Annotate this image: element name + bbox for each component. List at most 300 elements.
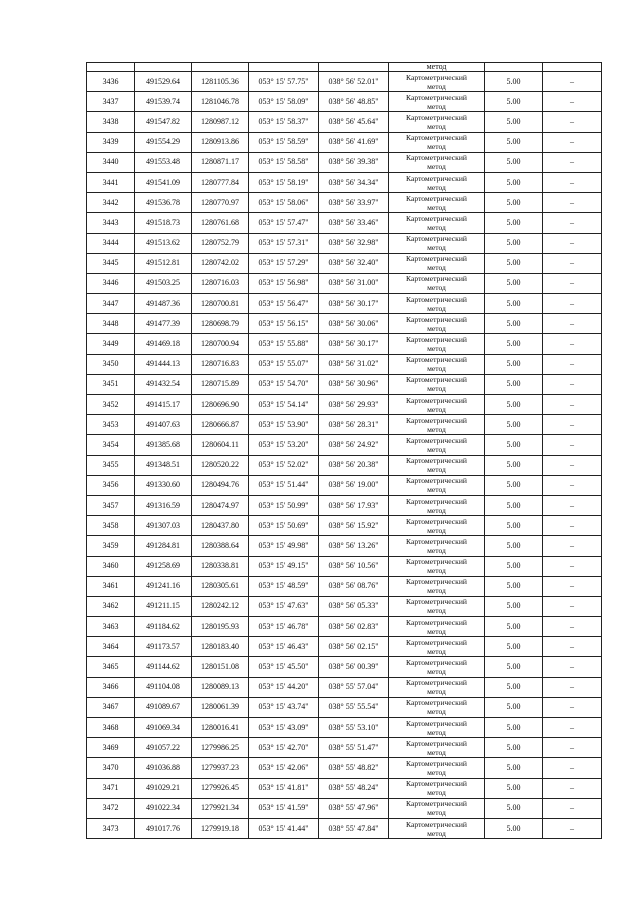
- description-cell: –: [543, 798, 602, 818]
- table-row: [87, 374, 602, 394]
- table-row: [87, 112, 602, 132]
- longitude-cell: 038° 56' 17.93": [319, 495, 389, 515]
- x-coordinate-cell: 491541.09: [135, 172, 192, 192]
- x-coordinate-cell: 491529.64: [135, 72, 192, 92]
- table-row: [87, 415, 602, 435]
- table-body: [87, 63, 602, 839]
- method-label-line1: Картометрический: [406, 133, 467, 143]
- y-coordinate-cell: 1280761.68: [192, 213, 249, 233]
- accuracy-cell: 5.00: [485, 718, 543, 738]
- longitude-cell: 038° 56' 32.40": [319, 253, 389, 273]
- method-label-line1: Картометрический: [406, 799, 467, 809]
- x-coordinate-cell: 491503.25: [135, 273, 192, 293]
- longitude-cell: 038° 56' 32.98": [319, 233, 389, 253]
- method-label-line2: метод: [427, 424, 446, 434]
- description-cell: –: [543, 576, 602, 596]
- point-number-cell: 3469: [87, 738, 135, 758]
- y-coordinate-cell: 1280016.41: [192, 718, 249, 738]
- longitude-cell: 038° 55' 48.24": [319, 778, 389, 798]
- method-cell: [389, 435, 485, 455]
- description-cell: –: [543, 596, 602, 616]
- latitude-cell: 053° 15' 56.98": [249, 273, 319, 293]
- y-coordinate-cell: 1280987.12: [192, 112, 249, 132]
- accuracy-cell: 5.00: [485, 617, 543, 637]
- longitude-cell: 038° 55' 47.96": [319, 798, 389, 818]
- accuracy-cell: 5.00: [485, 132, 543, 152]
- description-cell: –: [543, 92, 602, 112]
- point-number-cell: 3443: [87, 213, 135, 233]
- point-number-cell: 3455: [87, 455, 135, 475]
- x-coordinate-cell: 491017.76: [135, 818, 192, 838]
- method-label-line1: Картометрический: [406, 335, 467, 345]
- continuation-cell-y: [192, 63, 249, 72]
- longitude-cell: 038° 56' 30.96": [319, 374, 389, 394]
- table-row: [87, 172, 602, 192]
- point-number-cell: 3456: [87, 475, 135, 495]
- y-coordinate-cell: 1280338.81: [192, 556, 249, 576]
- method-label-line2: метод: [427, 586, 446, 596]
- y-coordinate-cell: 1280061.39: [192, 697, 249, 717]
- accuracy-cell: 5.00: [485, 193, 543, 213]
- point-number-cell: 3458: [87, 516, 135, 536]
- latitude-cell: 053° 15' 52.02": [249, 455, 319, 475]
- accuracy-cell: 5.00: [485, 657, 543, 677]
- table-continuation-row: [87, 63, 602, 72]
- table-row: [87, 294, 602, 314]
- point-number-cell: 3441: [87, 172, 135, 192]
- y-coordinate-cell: 1280494.76: [192, 475, 249, 495]
- latitude-cell: 053° 15' 58.19": [249, 172, 319, 192]
- continuation-cell-number: [87, 63, 135, 72]
- method-cell: [389, 253, 485, 273]
- x-coordinate-cell: 491536.78: [135, 193, 192, 213]
- x-coordinate-cell: 491554.29: [135, 132, 192, 152]
- method-label-line2: метод: [427, 323, 446, 333]
- longitude-cell: 038° 56' 33.46": [319, 213, 389, 233]
- table-row: [87, 92, 602, 112]
- method-label-line1: Картометрический: [406, 213, 467, 223]
- method-label-line2: метод: [427, 707, 446, 717]
- method-cell: [389, 92, 485, 112]
- y-coordinate-cell: 1279926.45: [192, 778, 249, 798]
- description-cell: –: [543, 778, 602, 798]
- point-number-cell: 3464: [87, 637, 135, 657]
- table-row: [87, 758, 602, 778]
- longitude-cell: 038° 56' 10.56": [319, 556, 389, 576]
- x-coordinate-cell: 491307.03: [135, 516, 192, 536]
- accuracy-cell: 5.00: [485, 253, 543, 273]
- accuracy-cell: 5.00: [485, 576, 543, 596]
- table-row: [87, 657, 602, 677]
- accuracy-cell: 5.00: [485, 516, 543, 536]
- y-coordinate-cell: 1280604.11: [192, 435, 249, 455]
- longitude-cell: 038° 56' 48.85": [319, 92, 389, 112]
- point-number-cell: 3437: [87, 92, 135, 112]
- point-number-cell: 3440: [87, 152, 135, 172]
- accuracy-cell: 5.00: [485, 818, 543, 838]
- table-row: [87, 778, 602, 798]
- accuracy-cell: 5.00: [485, 738, 543, 758]
- x-coordinate-cell: 491089.67: [135, 697, 192, 717]
- accuracy-cell: 5.00: [485, 152, 543, 172]
- method-label-line2: метод: [427, 243, 446, 253]
- continuation-cell-method: метод: [389, 63, 485, 72]
- x-coordinate-cell: 491477.39: [135, 314, 192, 334]
- description-cell: –: [543, 495, 602, 515]
- method-label-line2: метод: [427, 364, 446, 374]
- method-label-line2: метод: [427, 162, 446, 172]
- method-cell: [389, 314, 485, 334]
- accuracy-cell: 5.00: [485, 677, 543, 697]
- method-label-line1: Картометрический: [406, 153, 467, 163]
- point-number-cell: 3470: [87, 758, 135, 778]
- longitude-cell: 038° 56' 08.76": [319, 576, 389, 596]
- description-cell: –: [543, 435, 602, 455]
- method-label-line2: метод: [427, 404, 446, 414]
- point-number-cell: 3445: [87, 253, 135, 273]
- x-coordinate-cell: 491415.17: [135, 395, 192, 415]
- table-row: [87, 354, 602, 374]
- description-cell: –: [543, 697, 602, 717]
- latitude-cell: 053° 15' 58.09": [249, 92, 319, 112]
- y-coordinate-cell: 1280520.22: [192, 455, 249, 475]
- accuracy-cell: 5.00: [485, 354, 543, 374]
- point-number-cell: 3439: [87, 132, 135, 152]
- accuracy-cell: 5.00: [485, 556, 543, 576]
- method-cell: [389, 556, 485, 576]
- y-coordinate-cell: 1280474.97: [192, 495, 249, 515]
- method-label-line2: метод: [427, 667, 446, 677]
- y-coordinate-cell: 1280700.94: [192, 334, 249, 354]
- method-cell: [389, 213, 485, 233]
- accuracy-cell: 5.00: [485, 495, 543, 515]
- y-coordinate-cell: 1280871.17: [192, 152, 249, 172]
- point-number-cell: 3467: [87, 697, 135, 717]
- description-cell: –: [543, 516, 602, 536]
- x-coordinate-cell: 491539.74: [135, 92, 192, 112]
- method-label-line2: метод: [427, 606, 446, 616]
- latitude-cell: 053° 15' 56.15": [249, 314, 319, 334]
- continuation-cell-description: [543, 63, 602, 72]
- accuracy-cell: 5.00: [485, 334, 543, 354]
- y-coordinate-cell: 1280716.03: [192, 273, 249, 293]
- method-cell: [389, 576, 485, 596]
- latitude-cell: 053° 15' 47.63": [249, 596, 319, 616]
- table-row: [87, 738, 602, 758]
- method-cell: [389, 475, 485, 495]
- latitude-cell: 053° 15' 43.74": [249, 697, 319, 717]
- latitude-cell: 053° 15' 53.20": [249, 435, 319, 455]
- latitude-cell: 053° 15' 58.58": [249, 152, 319, 172]
- point-number-cell: 3465: [87, 657, 135, 677]
- accuracy-cell: 5.00: [485, 294, 543, 314]
- latitude-cell: 053° 15' 57.29": [249, 253, 319, 273]
- point-number-cell: 3463: [87, 617, 135, 637]
- y-coordinate-cell: 1280715.89: [192, 374, 249, 394]
- method-label-line1: Картометрический: [406, 456, 467, 466]
- description-cell: –: [543, 657, 602, 677]
- point-number-cell: 3468: [87, 718, 135, 738]
- x-coordinate-cell: 491211.15: [135, 596, 192, 616]
- x-coordinate-cell: 491241.16: [135, 576, 192, 596]
- method-label-line2: метод: [427, 344, 446, 354]
- method-cell: [389, 718, 485, 738]
- y-coordinate-cell: 1280437.80: [192, 516, 249, 536]
- method-cell: [389, 738, 485, 758]
- method-label-line2: метод: [427, 727, 446, 737]
- x-coordinate-cell: 491029.21: [135, 778, 192, 798]
- longitude-cell: 038° 56' 31.00": [319, 273, 389, 293]
- method-label-line2: метод: [427, 485, 446, 495]
- y-coordinate-cell: 1280716.83: [192, 354, 249, 374]
- description-cell: –: [543, 718, 602, 738]
- point-number-cell: 3436: [87, 72, 135, 92]
- continuation-cell-lon: [319, 63, 389, 72]
- accuracy-cell: 5.00: [485, 72, 543, 92]
- accuracy-cell: 5.00: [485, 172, 543, 192]
- accuracy-cell: 5.00: [485, 778, 543, 798]
- method-cell: [389, 596, 485, 616]
- method-cell: [389, 72, 485, 92]
- point-number-cell: 3438: [87, 112, 135, 132]
- method-label-line1: Картометрический: [406, 758, 467, 768]
- accuracy-cell: 5.00: [485, 475, 543, 495]
- latitude-cell: 053° 15' 58.37": [249, 112, 319, 132]
- x-coordinate-cell: 491144.62: [135, 657, 192, 677]
- continuation-cell-accuracy: [485, 63, 543, 72]
- longitude-cell: 038° 56' 15.92": [319, 516, 389, 536]
- method-label-line1: Картометрический: [406, 597, 467, 607]
- method-label-line2: метод: [427, 202, 446, 212]
- method-cell: [389, 294, 485, 314]
- latitude-cell: 053° 15' 57.47": [249, 213, 319, 233]
- latitude-cell: 053° 15' 42.70": [249, 738, 319, 758]
- description-cell: –: [543, 374, 602, 394]
- method-cell: [389, 677, 485, 697]
- longitude-cell: 038° 56' 02.15": [319, 637, 389, 657]
- method-label-line1: Картометрический: [406, 234, 467, 244]
- method-label-line1: Картометрический: [406, 254, 467, 264]
- method-cell: [389, 334, 485, 354]
- table-row: [87, 637, 602, 657]
- latitude-cell: 053° 15' 57.75": [249, 72, 319, 92]
- accuracy-cell: 5.00: [485, 273, 543, 293]
- y-coordinate-cell: 1280242.12: [192, 596, 249, 616]
- method-cell: [389, 798, 485, 818]
- method-cell: [389, 617, 485, 637]
- method-label-line1: Картометрический: [406, 637, 467, 647]
- accuracy-cell: 5.00: [485, 233, 543, 253]
- method-label-line2: метод: [427, 505, 446, 515]
- x-coordinate-cell: 491348.51: [135, 455, 192, 475]
- longitude-cell: 038° 56' 05.33": [319, 596, 389, 616]
- method-label-line1: Картометрический: [406, 698, 467, 708]
- method-label-line1: Картометрический: [406, 557, 467, 567]
- table-row: [87, 193, 602, 213]
- description-cell: –: [543, 677, 602, 697]
- x-coordinate-cell: 491444.13: [135, 354, 192, 374]
- method-cell: [389, 455, 485, 475]
- description-cell: –: [543, 213, 602, 233]
- y-coordinate-cell: 1280195.93: [192, 617, 249, 637]
- y-coordinate-cell: 1280696.90: [192, 395, 249, 415]
- continuation-cell-lat: [249, 63, 319, 72]
- latitude-cell: 053° 15' 46.43": [249, 637, 319, 657]
- point-number-cell: 3450: [87, 354, 135, 374]
- method-cell: [389, 516, 485, 536]
- method-label-line2: метод: [427, 465, 446, 475]
- x-coordinate-cell: 491258.69: [135, 556, 192, 576]
- method-label-line1: Картометрический: [406, 92, 467, 102]
- method-cell: [389, 536, 485, 556]
- point-number-cell: 3446: [87, 273, 135, 293]
- table-row: [87, 596, 602, 616]
- x-coordinate-cell: 491553.48: [135, 152, 192, 172]
- latitude-cell: 053° 15' 57.31": [249, 233, 319, 253]
- x-coordinate-cell: 491022.34: [135, 798, 192, 818]
- table-row: [87, 273, 602, 293]
- accuracy-cell: 5.00: [485, 596, 543, 616]
- accuracy-cell: 5.00: [485, 92, 543, 112]
- method-label-line2: метод: [427, 283, 446, 293]
- table-row: [87, 72, 602, 92]
- method-label-line2: метод: [427, 101, 446, 111]
- accuracy-cell: 5.00: [485, 536, 543, 556]
- description-cell: –: [543, 536, 602, 556]
- longitude-cell: 038° 56' 39.38": [319, 152, 389, 172]
- accuracy-cell: 5.00: [485, 697, 543, 717]
- longitude-cell: 038° 56' 30.17": [319, 334, 389, 354]
- latitude-cell: 053° 15' 53.90": [249, 415, 319, 435]
- latitude-cell: 053° 15' 58.59": [249, 132, 319, 152]
- latitude-cell: 053° 15' 58.06": [249, 193, 319, 213]
- y-coordinate-cell: 1280742.02: [192, 253, 249, 273]
- latitude-cell: 053° 15' 49.15": [249, 556, 319, 576]
- table-row: [87, 495, 602, 515]
- description-cell: –: [543, 415, 602, 435]
- longitude-cell: 038° 55' 48.82": [319, 758, 389, 778]
- latitude-cell: 053° 15' 55.88": [249, 334, 319, 354]
- longitude-cell: 038° 56' 19.00": [319, 475, 389, 495]
- table-row: [87, 516, 602, 536]
- longitude-cell: 038° 56' 52.01": [319, 72, 389, 92]
- coordinates-table: [86, 62, 602, 839]
- description-cell: –: [543, 294, 602, 314]
- accuracy-cell: 5.00: [485, 798, 543, 818]
- accuracy-cell: 5.00: [485, 314, 543, 334]
- description-cell: –: [543, 617, 602, 637]
- latitude-cell: 053° 15' 54.70": [249, 374, 319, 394]
- table-row: [87, 818, 602, 838]
- point-number-cell: 3451: [87, 374, 135, 394]
- method-label-line2: метод: [427, 263, 446, 273]
- table-row: [87, 536, 602, 556]
- latitude-cell: 053° 15' 44.20": [249, 677, 319, 697]
- latitude-cell: 053° 15' 56.47": [249, 294, 319, 314]
- point-number-cell: 3472: [87, 798, 135, 818]
- method-cell: [389, 374, 485, 394]
- method-label-line1: Картометрический: [406, 415, 467, 425]
- method-cell: [389, 112, 485, 132]
- table-row: [87, 233, 602, 253]
- y-coordinate-cell: 1280698.79: [192, 314, 249, 334]
- y-coordinate-cell: 1280700.81: [192, 294, 249, 314]
- point-number-cell: 3473: [87, 818, 135, 838]
- table-row: [87, 798, 602, 818]
- method-label-line1: Картометрический: [406, 173, 467, 183]
- method-label-line1: Картометрический: [406, 718, 467, 728]
- method-label-line2: метод: [427, 444, 446, 454]
- accuracy-cell: 5.00: [485, 112, 543, 132]
- accuracy-cell: 5.00: [485, 374, 543, 394]
- table-row: [87, 576, 602, 596]
- method-cell: [389, 193, 485, 213]
- table-row: [87, 697, 602, 717]
- latitude-cell: 053° 15' 46.78": [249, 617, 319, 637]
- description-cell: –: [543, 455, 602, 475]
- method-label-line2: метод: [427, 566, 446, 576]
- method-cell: [389, 415, 485, 435]
- longitude-cell: 038° 56' 33.97": [319, 193, 389, 213]
- y-coordinate-cell: 1280666.87: [192, 415, 249, 435]
- y-coordinate-cell: 1280777.84: [192, 172, 249, 192]
- method-label-line2: метод: [427, 121, 446, 131]
- latitude-cell: 053° 15' 43.09": [249, 718, 319, 738]
- y-coordinate-cell: 1279937.23: [192, 758, 249, 778]
- method-cell: [389, 697, 485, 717]
- point-number-cell: 3462: [87, 596, 135, 616]
- table-row: [87, 455, 602, 475]
- table-row: [87, 213, 602, 233]
- x-coordinate-cell: 491487.36: [135, 294, 192, 314]
- y-coordinate-cell: 1280183.40: [192, 637, 249, 657]
- method-label-line1: Картометрический: [406, 516, 467, 526]
- x-coordinate-cell: 491513.62: [135, 233, 192, 253]
- table-row: [87, 132, 602, 152]
- method-label-line2: метод: [427, 142, 446, 152]
- method-cell: [389, 395, 485, 415]
- table-row: [87, 152, 602, 172]
- latitude-cell: 053° 15' 45.50": [249, 657, 319, 677]
- y-coordinate-cell: 1280770.97: [192, 193, 249, 213]
- x-coordinate-cell: 491173.57: [135, 637, 192, 657]
- continuation-cell-x: [135, 63, 192, 72]
- longitude-cell: 038° 56' 24.92": [319, 435, 389, 455]
- longitude-cell: 038° 55' 55.54": [319, 697, 389, 717]
- method-label-line2: метод: [427, 81, 446, 91]
- table-row: [87, 334, 602, 354]
- table-row: [87, 677, 602, 697]
- method-label-line1: Картометрический: [406, 779, 467, 789]
- x-coordinate-cell: 491330.60: [135, 475, 192, 495]
- description-cell: –: [543, 475, 602, 495]
- x-coordinate-cell: 491407.63: [135, 415, 192, 435]
- x-coordinate-cell: 491057.22: [135, 738, 192, 758]
- description-cell: –: [543, 233, 602, 253]
- method-label-line1: Картометрический: [406, 375, 467, 385]
- method-label-line1: Картометрический: [406, 112, 467, 122]
- longitude-cell: 038° 56' 13.26": [319, 536, 389, 556]
- description-cell: –: [543, 112, 602, 132]
- method-label-line2: метод: [427, 788, 446, 798]
- table-row: [87, 617, 602, 637]
- method-label-line2: метод: [427, 767, 446, 777]
- description-cell: –: [543, 314, 602, 334]
- x-coordinate-cell: 491518.73: [135, 213, 192, 233]
- point-number-cell: 3442: [87, 193, 135, 213]
- method-label-line2: метод: [427, 646, 446, 656]
- method-cell: [389, 273, 485, 293]
